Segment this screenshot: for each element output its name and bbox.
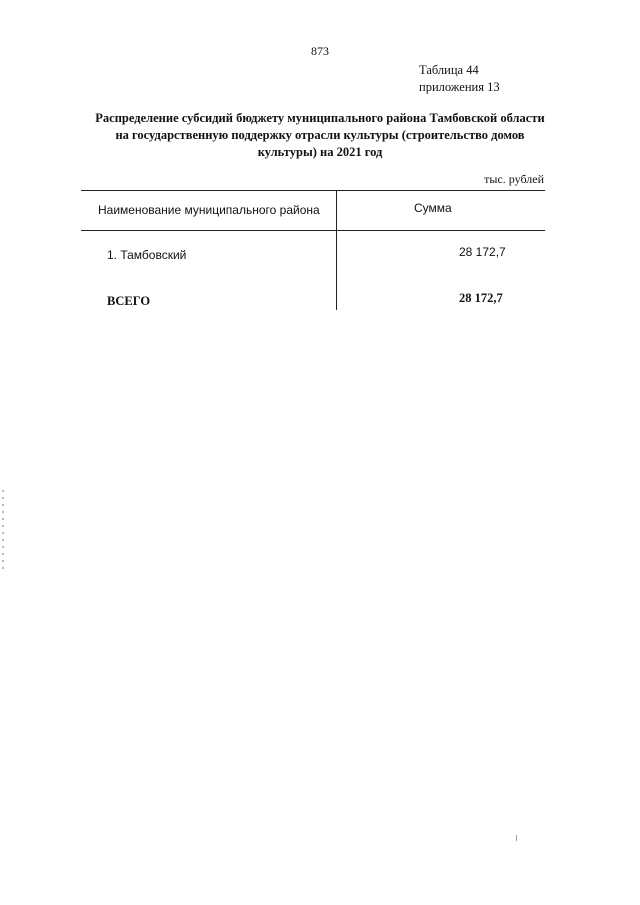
scan-artifact-margin: [2, 490, 4, 570]
table-column-divider: [336, 190, 337, 310]
title-line-3: культуры) на 2021 год: [257, 145, 383, 159]
table-ref-line-1: Таблица 44: [419, 63, 479, 77]
table-reference: [419, 62, 500, 96]
table-header-border: [81, 230, 545, 231]
subsidy-table: [81, 190, 545, 310]
total-label: ВСЕГО: [107, 294, 151, 308]
row-sum: 28 172,7: [459, 245, 506, 259]
title-line-1: Распределение субсидий бюджету муниципального района Тамбовской области: [95, 111, 545, 125]
header-district-name: Наименование муниципального района: [98, 203, 320, 217]
row-district-name: 1. Тамбовский: [107, 248, 187, 262]
table-top-border: [81, 190, 545, 191]
units-label: тыс. рублей: [484, 172, 544, 186]
scan-artifact-dot: [516, 835, 517, 841]
table-ref-line-2: приложения 13: [419, 80, 500, 94]
page-number: 873: [311, 44, 329, 58]
title-line-2: на государственную поддержку отрасли культуры (строительство домов: [115, 128, 525, 142]
document-title: [70, 110, 570, 161]
total-sum: 28 172,7: [459, 291, 503, 305]
header-sum: Сумма: [414, 201, 452, 215]
